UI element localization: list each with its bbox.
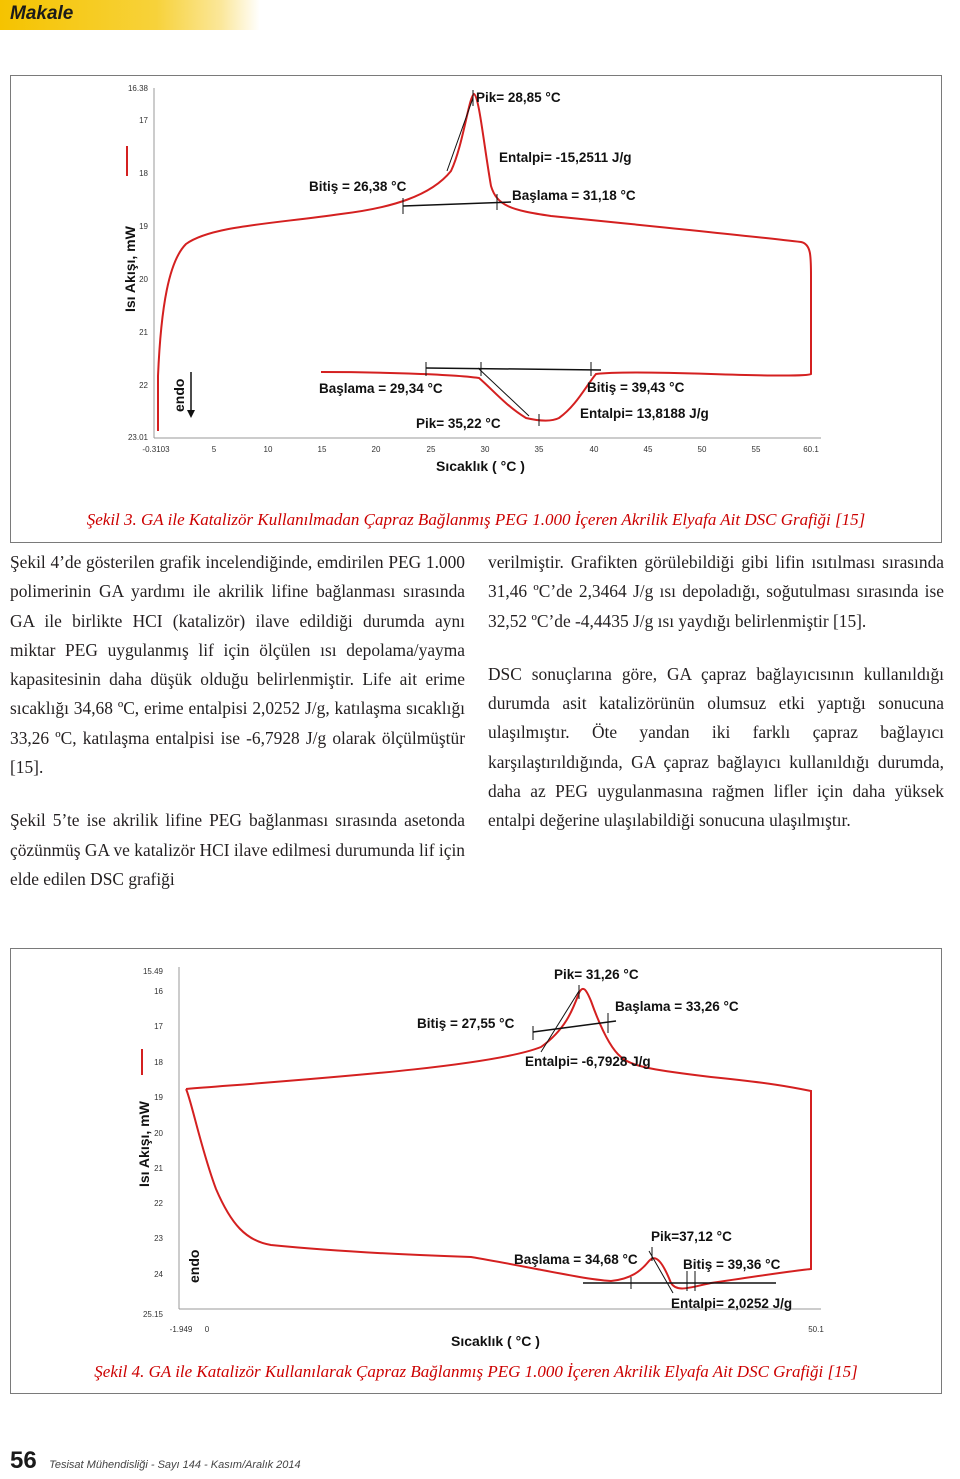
paragraph: Şekil 5’te ise akrilik lifine PEG bağlanması sırasında asetonda çözünmüş GA ve katalizör HCI ilave edilmesi durumunda lif için elde edilen DSC grafiği xyxy=(10,810,465,889)
y-tick: 24 xyxy=(154,1270,163,1279)
tangent xyxy=(541,991,579,1052)
y-tick: 16 xyxy=(154,987,163,996)
paragraph: Şekil 4’de gösterilen grafik incelendiğinde, emdirilen PEG 1.000 polimerinin GA yardımı ile akrilik lifine bağlanması sırasında GA ile birlikte HCI (katalizör) ilave edildiği durumda aynı miktar PEG uygulanmış lif için ölçülen ısı depolama/yayma kapasitesinin daha düşük olduğu belirlenmiştir. Life ait erime sıcaklığı 34,68 ºC, erime entalpisi 2,0252 J/g, katılaşma sıcaklığı 33,26 ºC, katılaşma entalpisi ise -6,7928 J/g olarak ölçülmüştür [15]. xyxy=(10,552,465,778)
y-axis-label: Isı Akışı, mW xyxy=(136,1101,152,1187)
x-axis-label: Sıcaklık ( °C ) xyxy=(436,458,525,474)
figure-4 xyxy=(10,948,942,1394)
x-tick: 60.1 xyxy=(803,445,819,454)
tangent xyxy=(447,98,473,171)
x-tick: 45 xyxy=(643,445,653,454)
dsc-chart-figure-3 xyxy=(11,76,941,542)
page-footer xyxy=(10,1447,301,1475)
y-tick: 25.15 xyxy=(142,1310,163,1319)
annotation-bottom-enthalpy: Entalpi= 2,0252 J/g xyxy=(671,1296,793,1311)
x-tick: 35 xyxy=(534,445,544,454)
annotation-top-start: Başlama = 33,26 °C xyxy=(615,999,739,1014)
x-tick: 10 xyxy=(263,445,273,454)
body-column-left xyxy=(10,548,465,918)
y-tick: 19 xyxy=(139,222,148,231)
annotation-top-end: Bitiş = 26,38 °C xyxy=(309,179,407,194)
x-tick: 40 xyxy=(589,445,599,454)
x-tick: 30 xyxy=(480,445,490,454)
x-axis-label: Sıcaklık ( °C ) xyxy=(451,1333,540,1349)
x-tick: 5 xyxy=(211,445,217,454)
y-tick: 15.49 xyxy=(142,967,163,976)
page-number: 56 xyxy=(10,1447,37,1474)
body-column-right xyxy=(488,548,944,860)
dsc-chart-figure-4 xyxy=(11,949,941,1393)
y-tick: 21 xyxy=(139,328,148,337)
y-tick: 21 xyxy=(154,1164,163,1173)
y-tick: 20 xyxy=(154,1129,163,1138)
paragraph: verilmiştir. Grafikten görülebildiği gibi lifin ısıtılması sırasında 31,46 ºC’de 2,3464 J/g ısı depoladığı, soğutulması sırasında ise 32,52 ºC’de -4,4435 J/g ısı yaydığı belirlenmiştir [15]. xyxy=(488,552,944,631)
x-tick: -1.949 xyxy=(169,1325,193,1334)
figure-3-caption: Şekil 3. GA ile Katalizör Kullanılmadan Çapraz Bağlanmış PEG 1.000 İçeren Akrilik Elyafa Ait DSC Grafiği [15] xyxy=(86,510,866,529)
y-tick: 20 xyxy=(139,275,148,284)
x-tick: 25 xyxy=(426,445,436,454)
annotation-bottom-peak: Pik=37,12 °C xyxy=(651,1229,732,1244)
annotation-bottom-end: Bitiş = 39,36 °C xyxy=(683,1257,781,1272)
annotation-top-enthalpy: Entalpi= -15,2511 J/g xyxy=(499,150,632,165)
annotation-top-start: Başlama = 31,18 °C xyxy=(512,188,636,203)
y-tick: 23.01 xyxy=(127,433,148,442)
x-tick: 15 xyxy=(317,445,327,454)
x-tick: 50 xyxy=(697,445,707,454)
annotation-bottom-start: Başlama = 29,34 °C xyxy=(319,381,443,396)
section-label: Makale xyxy=(10,3,74,24)
journal-info: Tesisat Mühendisliği - Sayı 144 - Kasım/Aralık 2014 xyxy=(49,1459,301,1471)
annotation-top-peak: Pik= 28,85 °C xyxy=(476,90,561,105)
y-tick: 22 xyxy=(139,381,148,390)
x-tick: -0.3103 xyxy=(142,445,170,454)
annotation-bottom-enthalpy: Entalpi= 13,8188 J/g xyxy=(580,406,709,421)
annotation-bottom-start: Başlama = 34,68 °C xyxy=(514,1252,638,1267)
x-tick: 0 xyxy=(204,1325,210,1334)
endo-label: endo xyxy=(171,378,187,412)
x-tick: 50.1 xyxy=(808,1325,824,1334)
y-tick: 17 xyxy=(154,1022,163,1031)
tangent xyxy=(478,368,529,416)
annotation-top-end: Bitiş = 27,55 °C xyxy=(417,1016,515,1031)
y-tick: 19 xyxy=(154,1093,163,1102)
figure-3 xyxy=(10,75,942,543)
x-tick: 55 xyxy=(751,445,761,454)
y-tick: 18 xyxy=(139,169,148,178)
endo-arrow-head xyxy=(187,410,195,418)
annotation-bottom-peak: Pik= 35,22 °C xyxy=(416,416,501,431)
endo-label: endo xyxy=(186,1249,202,1283)
baseline-top xyxy=(403,202,511,206)
dsc-curve xyxy=(158,94,811,431)
annotation-top-enthalpy: Entalpi= -6,7928 J/g xyxy=(525,1054,651,1069)
y-tick: 22 xyxy=(154,1199,163,1208)
figure-4-caption: Şekil 4. GA ile Katalizör Kullanılarak Çapraz Bağlanmış PEG 1.000 İçeren Akrilik Elyafa Ait DSC Grafiği [15] xyxy=(94,1362,858,1381)
y-tick: 16.38 xyxy=(127,84,148,93)
y-tick: 17 xyxy=(139,116,148,125)
x-tick: 20 xyxy=(371,445,381,454)
annotation-bottom-end: Bitiş = 39,43 °C xyxy=(587,380,685,395)
tangent xyxy=(649,1251,673,1293)
baseline-bottom xyxy=(426,368,601,370)
y-axis-label: Isı Akışı, mW xyxy=(122,226,138,312)
paragraph: DSC sonuçlarına göre, GA çapraz bağlayıcısının kullanıldığı durumda asit katalizörünün olumsuz etki yaptığı sonucuna ulaşılmıştır. Öte yandan iki farklı çapraz bağlayıcı karşılaştırıldığında, GA çapraz bağlayıcı kullanıldığı durumda, daha az PEG uygulanmasına rağmen lifler için daha yüksek entalpi değerine ulaşılabildiği sonucuna ulaşılmıştır. xyxy=(488,663,944,831)
annotation-top-peak: Pik= 31,26 °C xyxy=(554,967,639,982)
y-tick: 23 xyxy=(154,1234,163,1243)
y-tick: 18 xyxy=(154,1058,163,1067)
